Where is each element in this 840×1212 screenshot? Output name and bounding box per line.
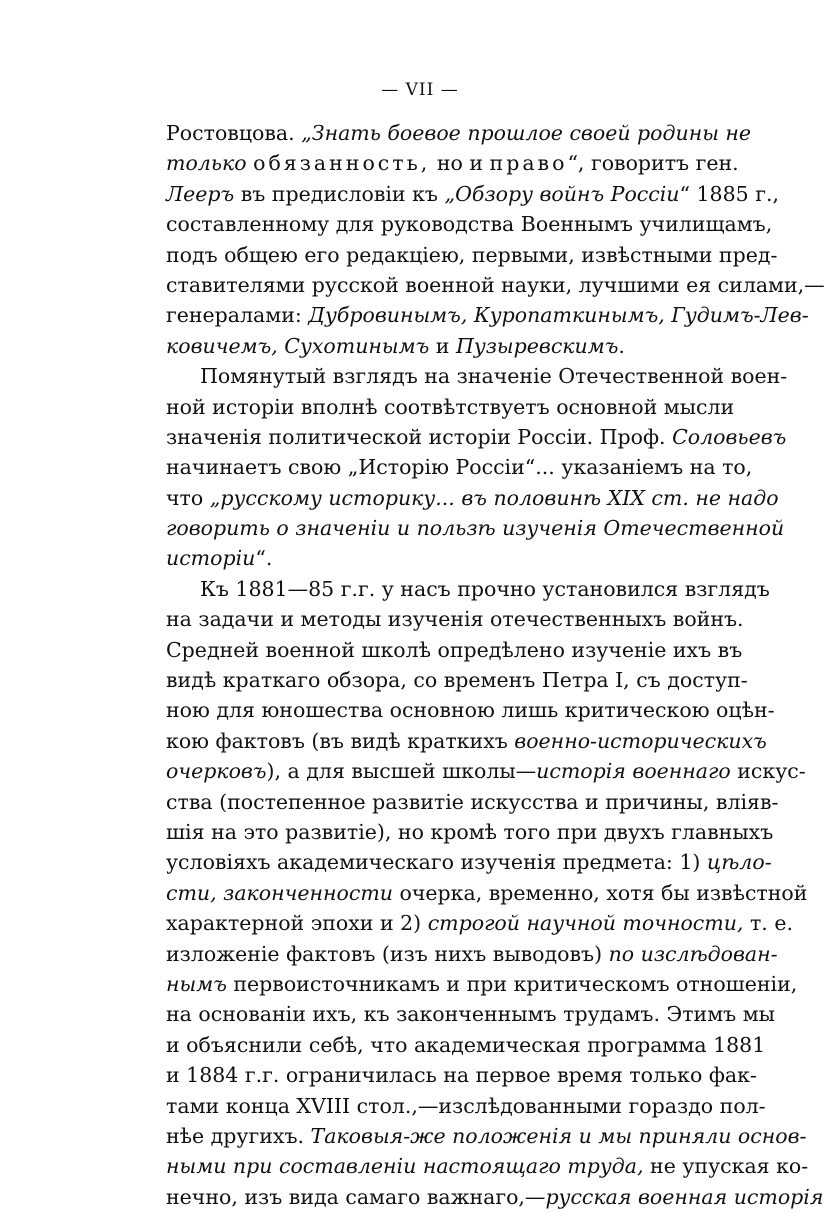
text-line [166,969,798,999]
text-line [166,179,779,209]
text-run: и объяснили себѣ, что академическая программа 1881 [166,1032,766,1057]
text-run: значенія политической исторіи Россіи. Проф. [166,424,673,449]
text-run: тами конца XVIII стол.,—изслѣдованными гораздо пол- [166,1093,766,1118]
italic-text: только [166,151,254,176]
italic-text: „русскому историку... въ половинѣ XIX ст. не надо [209,485,779,510]
italic-text: „Знать боевое прошлое своей родины не [301,121,752,145]
text-run: и [429,333,456,358]
italic-text: исторія военнаго [536,759,731,784]
text-run: и 1884 г.г. ограничилась на первое время только фак- [166,1063,757,1088]
text-line [166,878,808,908]
text-run: не упуская ко- [643,1154,809,1179]
italic-text: цѣло- [706,850,772,875]
text-run: ной исторіи вполнѣ соотвѣтствуетъ основной мысли [166,394,735,419]
text-line [166,240,778,270]
text-line [166,270,825,300]
text-line [166,695,775,725]
italic-text: военно-историческихъ [514,728,767,753]
text-line [166,574,770,604]
text-run: на задачи и методы изученія отечественныхъ войнъ. [166,607,744,632]
text-line [166,999,775,1029]
spaced-text: обязанность, [253,151,431,176]
text-line [166,1030,766,1060]
text-run: ), а для высшей школы— [266,759,537,784]
text-run: условіяхъ академическаго изученія предмета: 1) [166,850,707,875]
text-line [166,1121,807,1151]
italic-text: исторіи [166,546,256,571]
italic-text: ковичемъ, Сухотинымъ [166,333,430,358]
italic-text: ными при составленіи настоящаго труда, [166,1154,644,1179]
text-line [166,118,752,148]
italic-text: Пузыревскимъ [455,333,619,358]
text-line [166,1091,766,1121]
text-line [166,665,748,695]
text-line [166,756,806,786]
text-line [166,726,767,756]
text-run: изложеніе фактовъ (изъ нихъ выводовъ) [166,941,609,966]
text-run: ставителями русской военной науки, лучшими ея силами,— [166,272,825,297]
text-line [166,452,753,482]
text-run: генералами: [166,303,309,328]
text-line [166,817,774,847]
text-line [166,787,779,817]
page-number-header: — VII — [381,80,459,100]
body-text [166,118,825,1212]
italic-text: говорить о значеніи и пользѣ изученія Отечественной [166,516,785,541]
text-line [166,148,739,178]
text-line [166,1151,809,1181]
italic-text: нымъ [166,971,227,996]
text-line [166,422,787,452]
text-run: подъ общею его редакціею, первыми, извѣстными пред- [166,242,778,267]
italic-text: сти, законченности [166,880,394,905]
text-run: нечно, изъ вида самаго важнаго,— [166,1184,546,1209]
text-line [166,847,772,877]
text-run: составленному для руководства Военнымъ училищамъ, [166,212,773,237]
text-run: но и [430,151,490,176]
text-run: шія на это развитіе), но кромѣ того при двухъ главныхъ [166,819,774,844]
text-line [166,331,722,361]
text-run: нѣе другихъ. [166,1123,311,1148]
italic-text: строгой научной точности, [427,911,744,936]
italic-text: Соловьевъ [672,424,787,449]
text-run: характерной эпохи и 2) [166,911,428,936]
text-run: на основаніи ихъ, къ законченнымъ трудамъ. Этимъ мы [166,1002,775,1027]
text-run: Ростовцова. [166,121,302,145]
text-run: т. е. [743,911,793,936]
text-run: Къ 1881—85 г.г. у насъ прочно установился взглядъ [200,576,770,601]
text-run: искус- [730,759,806,784]
text-line [166,1060,757,1090]
text-run: очерка, временно, хотя бы извѣстной [393,880,808,905]
italic-text: Таковыя-же положенія и мы приняли основ- [310,1123,807,1148]
text-run: “ 1885 г., [679,181,779,206]
text-line [166,604,744,634]
italic-text: очерковъ [166,759,267,784]
text-run: “. [255,546,273,571]
text-line [166,1182,824,1212]
italic-text: Дубровинымъ, Куропаткинымъ, Гудимъ-Лев- [308,303,809,328]
text-line [166,543,722,573]
text-run: что [166,485,210,510]
italic-text: по изслѣдован- [608,941,778,966]
italic-text: русская военная исторія [545,1184,824,1209]
text-line [166,908,793,938]
italic-text: Лееръ [166,181,235,206]
text-run: ства (постепенное развитіе искусства и причины, вліяв- [166,789,779,814]
text-run: видѣ краткаго обзора, со временъ Петра I, съ доступ- [166,668,748,693]
text-run: . [618,333,625,358]
text-line [166,483,779,513]
text-line [166,392,735,422]
text-line [166,635,743,665]
text-run: въ предисловіи къ [234,181,445,206]
text-line [166,361,788,391]
text-run: “, говоритъ ген. [567,151,739,176]
text-run: первоисточникамъ и при критическомъ отношеніи, [226,971,798,996]
text-line [166,513,785,543]
spaced-text: право [489,151,568,176]
text-run: кою фактовъ (въ видѣ краткихъ [166,728,515,753]
text-line [166,300,809,330]
text-run: Средней военной школѣ опредѣлено изученіе ихъ въ [166,637,743,662]
text-line [166,939,778,969]
text-line [166,209,773,239]
text-run: начинаетъ свою „Исторію Россіи“... указаніемъ на то, [166,455,753,480]
text-run: Помянутый взглядъ на значеніе Отечественной воен- [200,364,788,389]
text-run: ною для юношества основною лишь критическою оцѣн- [166,698,775,723]
italic-text: „Обзору войнъ Россіи [444,181,680,206]
